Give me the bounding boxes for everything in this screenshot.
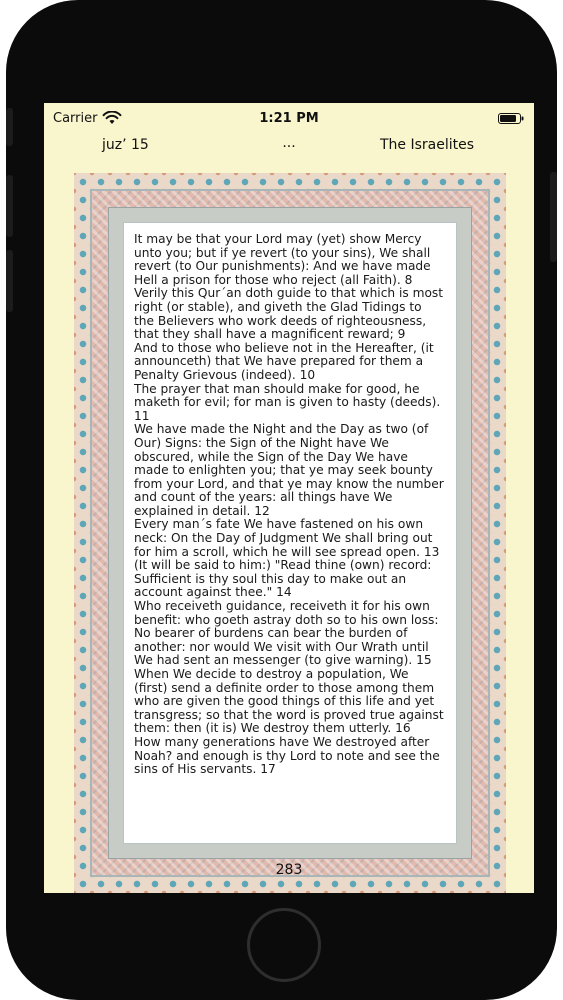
battery-icon bbox=[498, 113, 524, 124]
page-number: 283 bbox=[275, 862, 303, 878]
reader-header bbox=[44, 135, 534, 157]
more-button[interactable]: ... bbox=[282, 135, 296, 151]
ornamental-frame bbox=[74, 173, 506, 893]
carrier-label: Carrier bbox=[53, 111, 98, 126]
ornamental-border-band bbox=[90, 189, 490, 877]
phone-device bbox=[6, 0, 557, 1000]
ornamental-inner-border bbox=[108, 207, 472, 859]
volume-down-button bbox=[6, 250, 13, 312]
juz-label: juz’ 15 bbox=[102, 137, 149, 153]
page-content[interactable] bbox=[123, 222, 457, 844]
home-button[interactable] bbox=[247, 908, 321, 982]
status-bar bbox=[44, 103, 534, 133]
silent-switch bbox=[6, 108, 13, 146]
clock: 1:21 PM bbox=[259, 111, 319, 126]
volume-up-button bbox=[6, 175, 13, 237]
screen bbox=[44, 103, 534, 893]
surah-title: The Israelites bbox=[379, 137, 474, 153]
verses-text: It may be that your Lord may (yet) show Mercy unto you; but if ye revert (to your sins), We shall revert (to Our punishments): And we have made Hell a prison for those who reject (all Faith). 8 Verily this Qur´an doth guide to that which is most right (or stable), and giveth the Glad Tidings to the Believers who work deeds of righteousness, that they shall have a magnificent reward; 9 And to those who believe not in the Hereafter, (it announceth) that We have prepared for them a Penalty Grievous (indeed). 10 The prayer that man should make for good, he maketh for evil; for man is given to hasty (deeds). 11 We have made the Night and the Day as two (of Our) Signs: the Sign of the Night have We obscured, while the Sign of the Day We have made to enlighten you; that ye may seek bounty from your Lord, and that ye may know the number and count of the years: all things have We explained in detail. 12 Every man´s fate We have fastened on his own neck: On the Day of Judgment We shall bring out for him a scroll, which he will see spread open. 13 (It will be said to him:) "Read thine (own) record: Sufficient is thy soul this day to make out an account against thee." 14 Who receiveth guidance, receiveth it for his own benefit: who goeth astray doth so to his own loss: No bearer of burdens can bear the burden of another: nor would We visit with Our Wrath until We had sent an messenger (to give warning). 15 When We decide to destroy a population, We (first) send a definite order to those among them who are given the good things of this life and yet transgress; so that the word is proved true against them: then (it is) We destroy them utterly. 16 How many generations have We destroyed after Noah? and enough is thy Lord to note and see the sins of His servants. 17 bbox=[134, 232, 444, 777]
power-button bbox=[550, 172, 557, 262]
